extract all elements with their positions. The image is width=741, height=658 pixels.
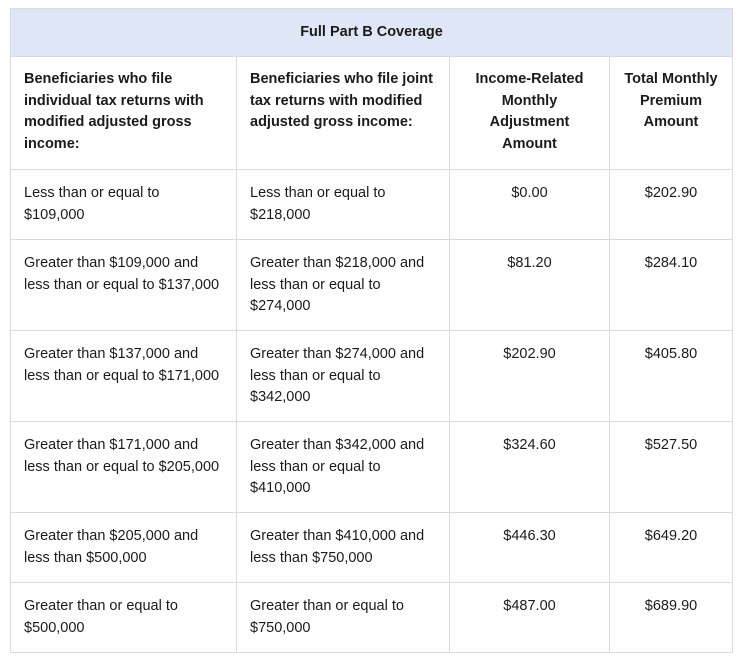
header-joint: Beneficiaries who file joint tax returns with modified adjusted gross income: <box>237 57 450 170</box>
cell-adjustment: $487.00 <box>450 583 610 653</box>
table-row <box>11 513 733 583</box>
cell-adjustment: $324.60 <box>450 422 610 513</box>
cell-total: $527.50 <box>610 422 733 513</box>
cell-adjustment: $446.30 <box>450 513 610 583</box>
table-caption: Full Part B Coverage <box>11 9 733 57</box>
premium-table-container <box>10 8 732 653</box>
cell-individual: Less than or equal to $109,000 <box>11 170 237 240</box>
cell-joint: Greater than $342,000 and less than or equal to $410,000 <box>237 422 450 513</box>
cell-individual: Greater than $171,000 and less than or equal to $205,000 <box>11 422 237 513</box>
cell-individual: Greater than $109,000 and less than or equal to $137,000 <box>11 240 237 331</box>
part-b-premium-table <box>10 8 733 653</box>
table-row <box>11 583 733 653</box>
header-total: Total Monthly Premium Amount <box>610 57 733 170</box>
cell-total: $284.10 <box>610 240 733 331</box>
cell-adjustment: $202.90 <box>450 331 610 422</box>
cell-joint: Greater than $410,000 and less than $750,000 <box>237 513 450 583</box>
table-header-row <box>11 57 733 170</box>
table-caption-row <box>11 9 733 57</box>
table-row <box>11 170 733 240</box>
cell-joint: Greater than $218,000 and less than or equal to $274,000 <box>237 240 450 331</box>
cell-total: $689.90 <box>610 583 733 653</box>
cell-total: $202.90 <box>610 170 733 240</box>
cell-individual: Greater than $137,000 and less than or equal to $171,000 <box>11 331 237 422</box>
table-row <box>11 331 733 422</box>
cell-adjustment: $81.20 <box>450 240 610 331</box>
header-individual: Beneficiaries who file individual tax returns with modified adjusted gross income: <box>11 57 237 170</box>
table-row <box>11 422 733 513</box>
cell-total: $649.20 <box>610 513 733 583</box>
table-row <box>11 240 733 331</box>
cell-individual: Greater than or equal to $500,000 <box>11 583 237 653</box>
cell-total: $405.80 <box>610 331 733 422</box>
header-adjustment: Income-Related Monthly Adjustment Amount <box>450 57 610 170</box>
cell-joint: Greater than $274,000 and less than or equal to $342,000 <box>237 331 450 422</box>
cell-joint: Greater than or equal to $750,000 <box>237 583 450 653</box>
cell-adjustment: $0.00 <box>450 170 610 240</box>
cell-individual: Greater than $205,000 and less than $500,000 <box>11 513 237 583</box>
cell-joint: Less than or equal to $218,000 <box>237 170 450 240</box>
